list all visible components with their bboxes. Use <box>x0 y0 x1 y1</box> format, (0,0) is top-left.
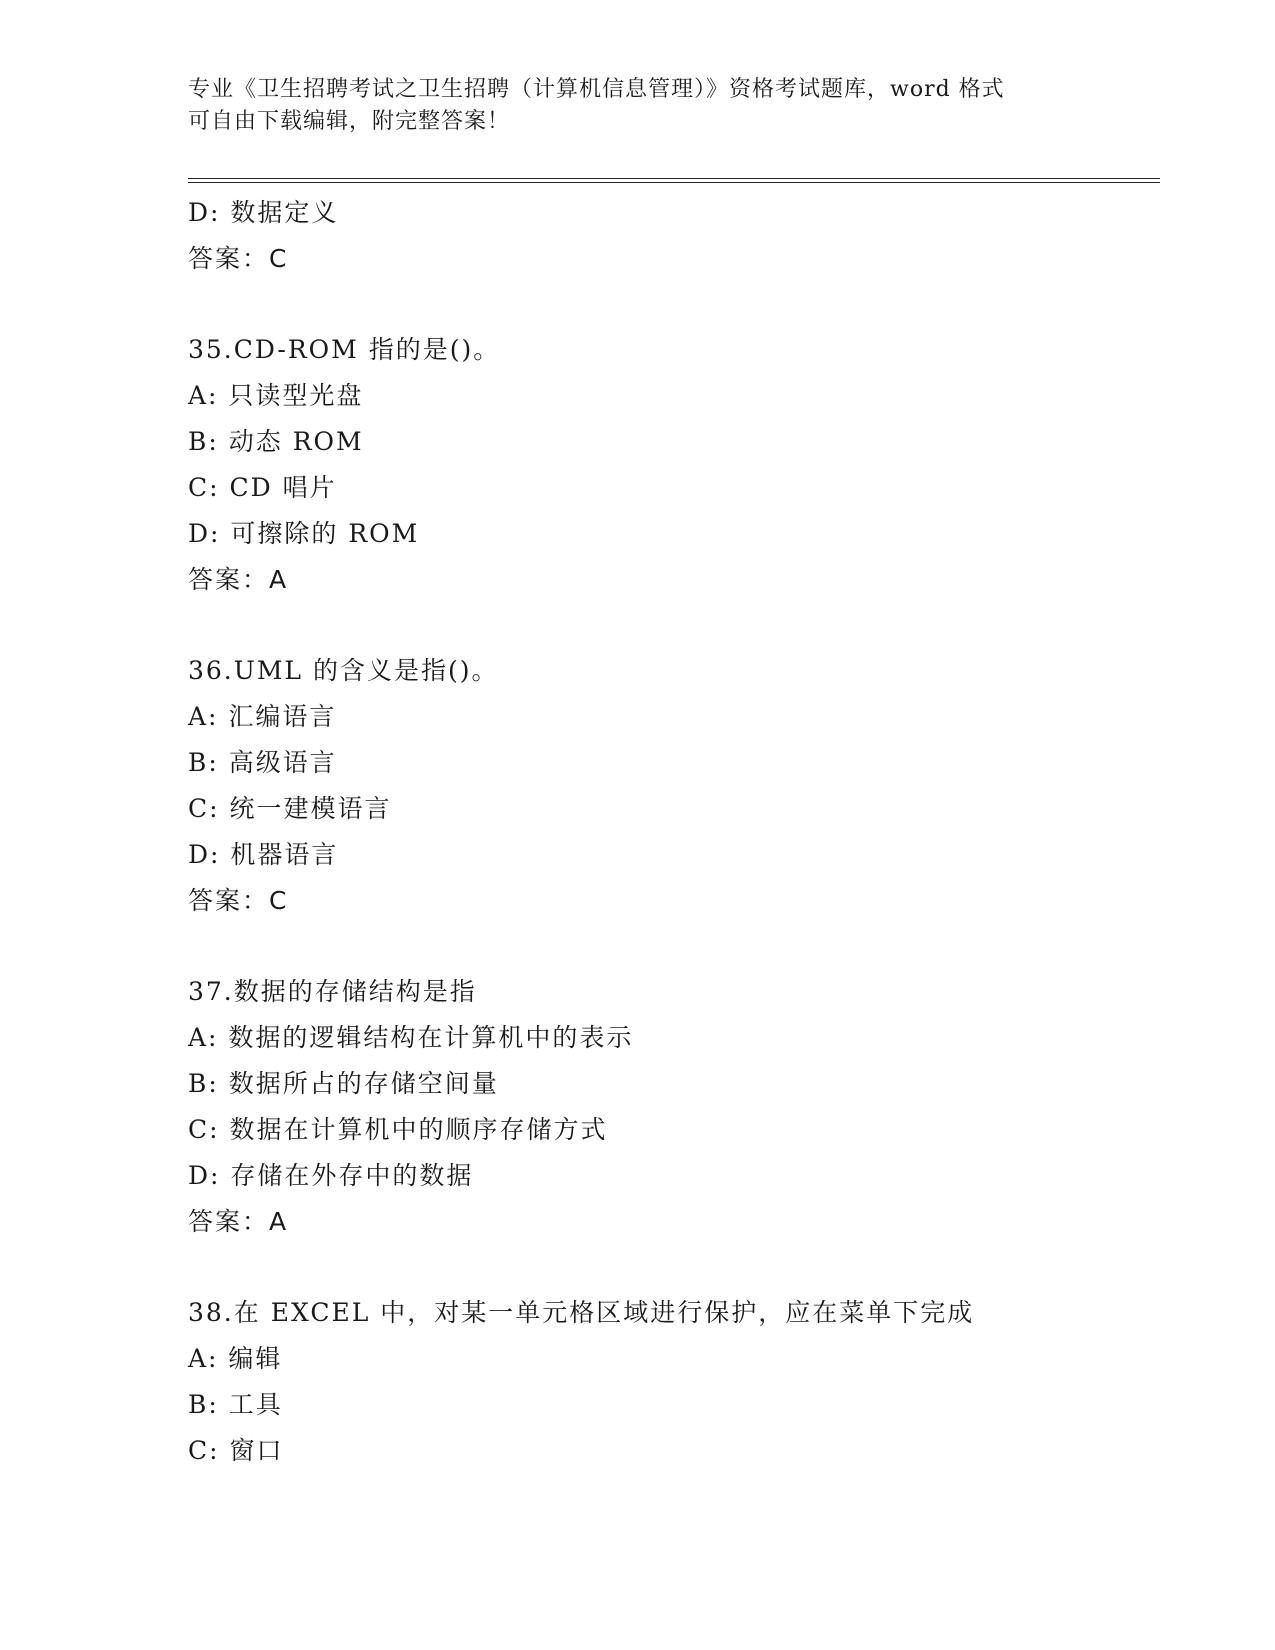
header-title-line-2: 可自由下载编辑，附完整答案！ <box>188 109 511 134</box>
question-list <box>188 190 1148 1474</box>
option-c: C: CD 唱片 <box>188 473 337 502</box>
question-stem-35: 35.CD-ROM 指的是()。 <box>188 335 501 364</box>
question-stem-38: 38.在 EXCEL 中，对某一单元格区域进行保护，应在菜单下完成 <box>188 1298 975 1327</box>
option-d: D: 机器语言 <box>188 840 339 869</box>
header-title-line-1: 专业《卫生招聘考试之卫生招聘（计算机信息管理）》资格考试题库，word 格式 <box>188 77 1005 102</box>
header-double-rule <box>188 178 1160 183</box>
option-b: B: 数据所占的存储空间量 <box>188 1069 499 1098</box>
question-stem-37: 37.数据的存储结构是指 <box>188 977 477 1006</box>
answer-line: 答案：C <box>188 244 289 273</box>
spacer <box>188 924 1148 969</box>
spacer <box>188 603 1148 648</box>
question-stem-36: 36.UML 的含义是指()。 <box>188 656 499 685</box>
option-b: B: 高级语言 <box>188 748 337 777</box>
option-a: A: 数据的逻辑结构在计算机中的表示 <box>188 1023 634 1052</box>
option-a: A: 只读型光盘 <box>188 381 364 410</box>
answer-line: 答案：A <box>188 1207 289 1236</box>
answer-line: 答案：A <box>188 565 289 594</box>
option-a: A: 编辑 <box>188 1344 283 1373</box>
option-c: C: 统一建模语言 <box>188 794 392 823</box>
option-d: D: 可擦除的 ROM <box>188 519 420 548</box>
document-header <box>188 74 1068 138</box>
option-a: A: 汇编语言 <box>188 702 337 731</box>
option-b: B: 工具 <box>188 1390 283 1419</box>
spacer <box>188 282 1148 327</box>
option-b: B: 动态 ROM <box>188 427 364 456</box>
spacer <box>188 1245 1148 1290</box>
option-d: D: 数据定义 <box>188 198 339 227</box>
option-d: D: 存储在外存中的数据 <box>188 1161 474 1190</box>
option-c: C: 窗口 <box>188 1436 284 1465</box>
answer-line: 答案：C <box>188 886 289 915</box>
option-c: C: 数据在计算机中的顺序存储方式 <box>188 1115 608 1144</box>
